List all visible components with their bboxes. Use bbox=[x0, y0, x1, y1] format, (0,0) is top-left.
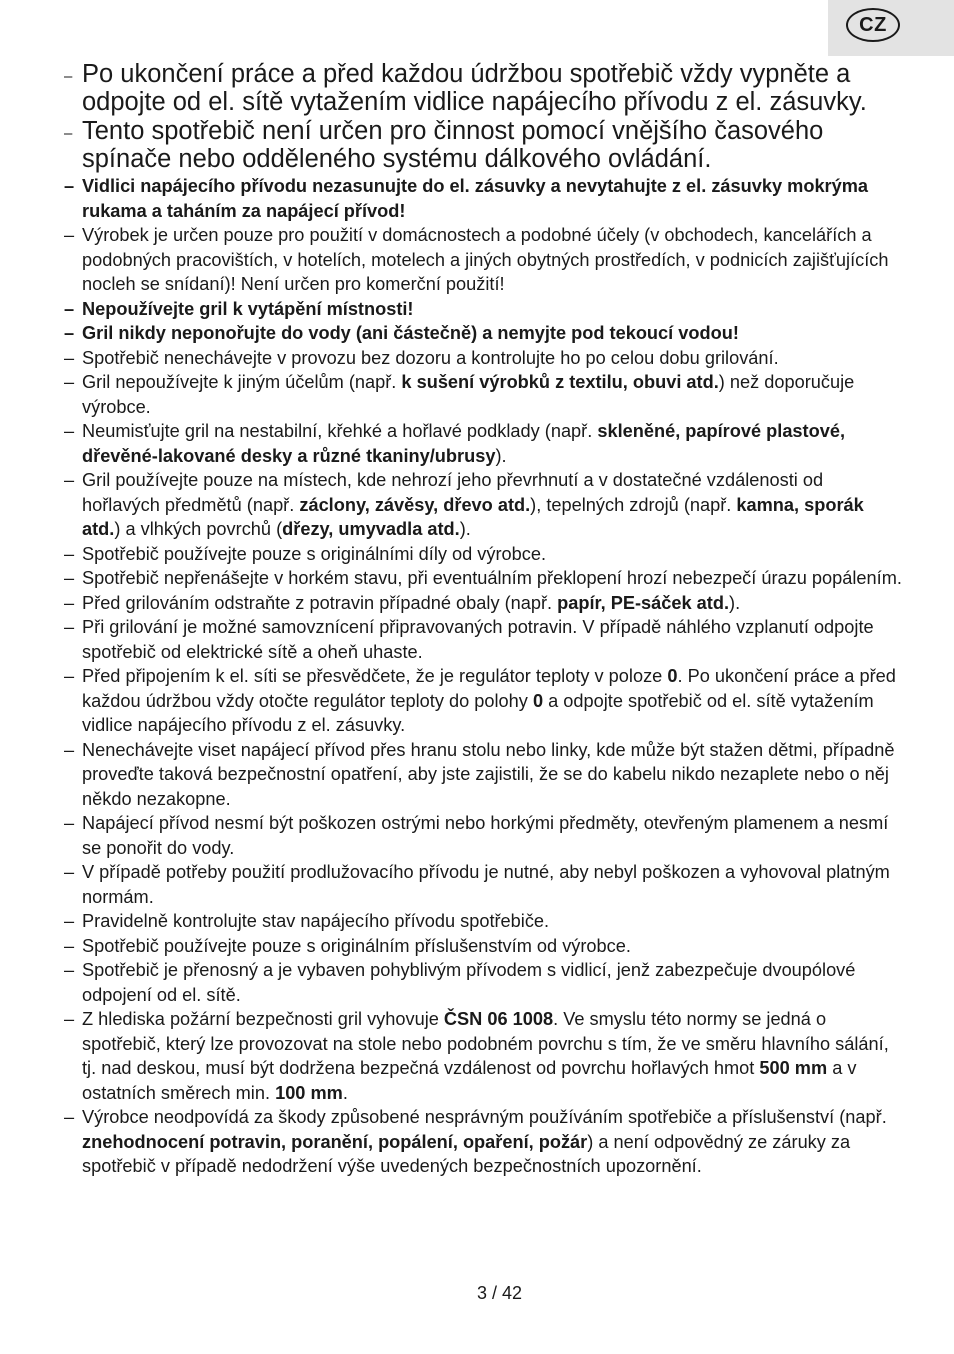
list-item bbox=[64, 419, 904, 468]
emphasis-text: 100 mm bbox=[275, 1082, 343, 1103]
item-text: Tento spotřebič není určen pro činnost pomocí vnějšího časového spínače nebo odděleného systému dálkového ovládání. bbox=[82, 117, 824, 173]
emphasis-text: ČSN 06 1008 bbox=[443, 1009, 554, 1029]
item-text: ) a není odpovědný ze záruky za spotřebič v případě nedodržení výše uvedených bezpečnostních upozornění. bbox=[82, 1131, 851, 1176]
emphasis-text: 0 bbox=[532, 690, 544, 711]
item-text: Gril používejte pouze na místech, kde nehrozí jeho převrhnutí a v dostatečné vzdálenosti od hořlavých předmětů (např. bbox=[82, 470, 824, 515]
safety-instructions-list bbox=[64, 60, 904, 1179]
emphasis-text: dřezy, umyvadla atd. bbox=[282, 519, 460, 539]
emphasis-text: k sušení výrobků z textilu, obuvi atd. bbox=[401, 372, 719, 392]
item-text: a odpojte spotřebič od el. sítě vytažením vidlice napájecího přívodu z el. zásuvky. bbox=[82, 690, 874, 735]
list-item bbox=[64, 174, 904, 223]
item-text: Nepoužívejte gril k vytápění místnosti! bbox=[82, 298, 414, 319]
item-text: Nenechávejte viset napájecí přívod přes hranu stolu nebo linky, kde může být stažen dětmi, případně proveďte taková bezpečnostní opatření, aby jste zajistili, že se do kabelu nikdo nezaplete nebo o něj někdo nezakopne. bbox=[82, 739, 895, 809]
emphasis-text: papír, PE-sáček atd. bbox=[557, 592, 730, 613]
item-text: . Ve smyslu této normy se jedná o spotřebič, který lze provozovat na stole nebo podobném povrchu s tím, že ve směru hlavního sálání, tj. nad deskou, musí být dodržena bezpečná vzdálenost od povrchu hořlavých hmot bbox=[82, 1009, 889, 1078]
item-text: Před grilováním odstraňte z potravin případné obaly (např. bbox=[82, 592, 558, 613]
list-item bbox=[64, 664, 904, 738]
list-item bbox=[64, 117, 904, 173]
list-item bbox=[64, 566, 904, 591]
item-text: Napájecí přívod nesmí být poškozen ostrými nebo horkými předměty, otevřeným plamenem a nesmí se ponořit do vody. bbox=[82, 813, 889, 858]
item-text: Gril nepoužívejte k jiným účelům (např. bbox=[82, 372, 402, 392]
language-tab bbox=[828, 0, 954, 56]
list-item bbox=[64, 934, 904, 959]
item-text: Spotřebič používejte pouze s originálním příslušenstvím od výrobce. bbox=[82, 935, 631, 956]
page-number: 3 / 42 bbox=[476, 1283, 523, 1303]
item-text: Spotřebič je přenosný a je vybaven pohyblivým přívodem s vidlicí, jenž zabezpečuje dvoupólové odpojení od el. sítě. bbox=[82, 960, 856, 1005]
list-item bbox=[64, 468, 904, 542]
list-item bbox=[64, 297, 904, 322]
item-text: ), tepelných zdrojů (např. bbox=[530, 494, 737, 515]
list-item bbox=[64, 542, 904, 567]
item-text: Gril nikdy neponořujte do vody (ani částečně) a nemyjte pod tekoucí vodou! bbox=[82, 323, 739, 343]
item-text: Z hlediska požární bezpečnosti gril vyhovuje bbox=[82, 1009, 444, 1029]
item-text: a v ostatních směrech min. bbox=[82, 1058, 857, 1103]
emphasis-text: znehodnocení potravin, poranění, popálení, opaření, požár bbox=[82, 1131, 588, 1152]
item-text: Spotřebič nepřenášejte v horkém stavu, při eventuálním překlopení hrozí nebezpečí úrazu popálením. bbox=[82, 568, 902, 588]
list-item bbox=[64, 1105, 904, 1179]
list-item bbox=[64, 591, 904, 616]
list-item bbox=[64, 370, 904, 419]
list-item bbox=[64, 1007, 904, 1105]
item-text: Vidlici napájecího přívodu nezasunujte do el. zásuvky a nevytahujte z el. zásuvky mokrýma rukama a taháním za napájecí přívod! bbox=[82, 176, 869, 221]
item-text: Výrobek je určen pouze pro použití v domácnostech a podobné účely (v obchodech, kancelářích a podobných pracovištích, v hotelích, motelech a jiných obytných prostředích, v podnicích zajišťujících nocleh se snídaní)! Není určen pro komerční použití! bbox=[82, 225, 889, 294]
item-text: Neumisťujte gril na nestabilní, křehké a hořlavé podklady (např. bbox=[82, 421, 598, 441]
item-text: Po ukončení práce a před každou údržbou spotřebič vždy vypněte a odpojte od el. sítě vytažením vidlice napájecího přívodu z el. zásuvky. bbox=[82, 60, 867, 116]
list-item bbox=[64, 860, 904, 909]
list-item bbox=[64, 615, 904, 664]
item-text: Pravidelně kontrolujte stav napájecího přívodu spotřebiče. bbox=[82, 911, 550, 931]
item-text: Výrobce neodpovídá za škody způsobené nesprávným používáním spotřebiče a příslušenství (např. bbox=[82, 1107, 887, 1127]
item-text: Při grilování je možné samovznícení připravovaných potravin. V případě náhlého vzplanutí odpojte spotřebič od elektrické sítě a oheň uhaste. bbox=[82, 617, 874, 662]
item-text: Spotřebič nenechávejte v provozu bez dozoru a kontrolujte ho po celou dobu grilování. bbox=[82, 347, 779, 368]
list-item bbox=[64, 346, 904, 371]
emphasis-text: záclony, závěsy, dřevo atd. bbox=[299, 494, 531, 515]
item-text: Před připojením k el. síti se přesvědčete, že je regulátor teploty v poloze bbox=[82, 666, 668, 686]
item-text: ). bbox=[495, 445, 507, 466]
item-text: V případě potřeby použití prodlužovacího přívodu je nutné, aby nebyl poškozen a vyhovoval platným normám. bbox=[82, 862, 890, 907]
list-item bbox=[64, 321, 904, 346]
item-text: . bbox=[342, 1082, 348, 1103]
list-item bbox=[64, 909, 904, 934]
emphasis-text: 0 bbox=[667, 666, 678, 686]
emphasis-text: 500 mm bbox=[759, 1058, 828, 1078]
list-item bbox=[64, 223, 904, 297]
list-item bbox=[64, 738, 904, 812]
item-text: ). bbox=[459, 519, 471, 539]
item-text: Spotřebič používejte pouze s originálními díly od výrobce. bbox=[82, 543, 547, 564]
item-text: . Po ukončení práce a před každou údržbou vždy otočte regulátor teploty do polohy bbox=[82, 666, 896, 711]
item-text: ) než doporučuje výrobce. bbox=[82, 372, 855, 417]
item-text: ) a vlhkých povrchů ( bbox=[114, 519, 283, 539]
emphasis-text: kamna, sporák atd. bbox=[82, 494, 864, 539]
language-badge: CZ bbox=[846, 8, 900, 42]
item-text: ). bbox=[729, 592, 741, 613]
list-item bbox=[64, 60, 904, 116]
emphasis-text: skleněné, papírové plastové, dřevěné-lakované desky a různé tkaniny/ubrusy bbox=[82, 421, 845, 466]
list-item bbox=[64, 958, 904, 1007]
list-item bbox=[64, 811, 904, 860]
